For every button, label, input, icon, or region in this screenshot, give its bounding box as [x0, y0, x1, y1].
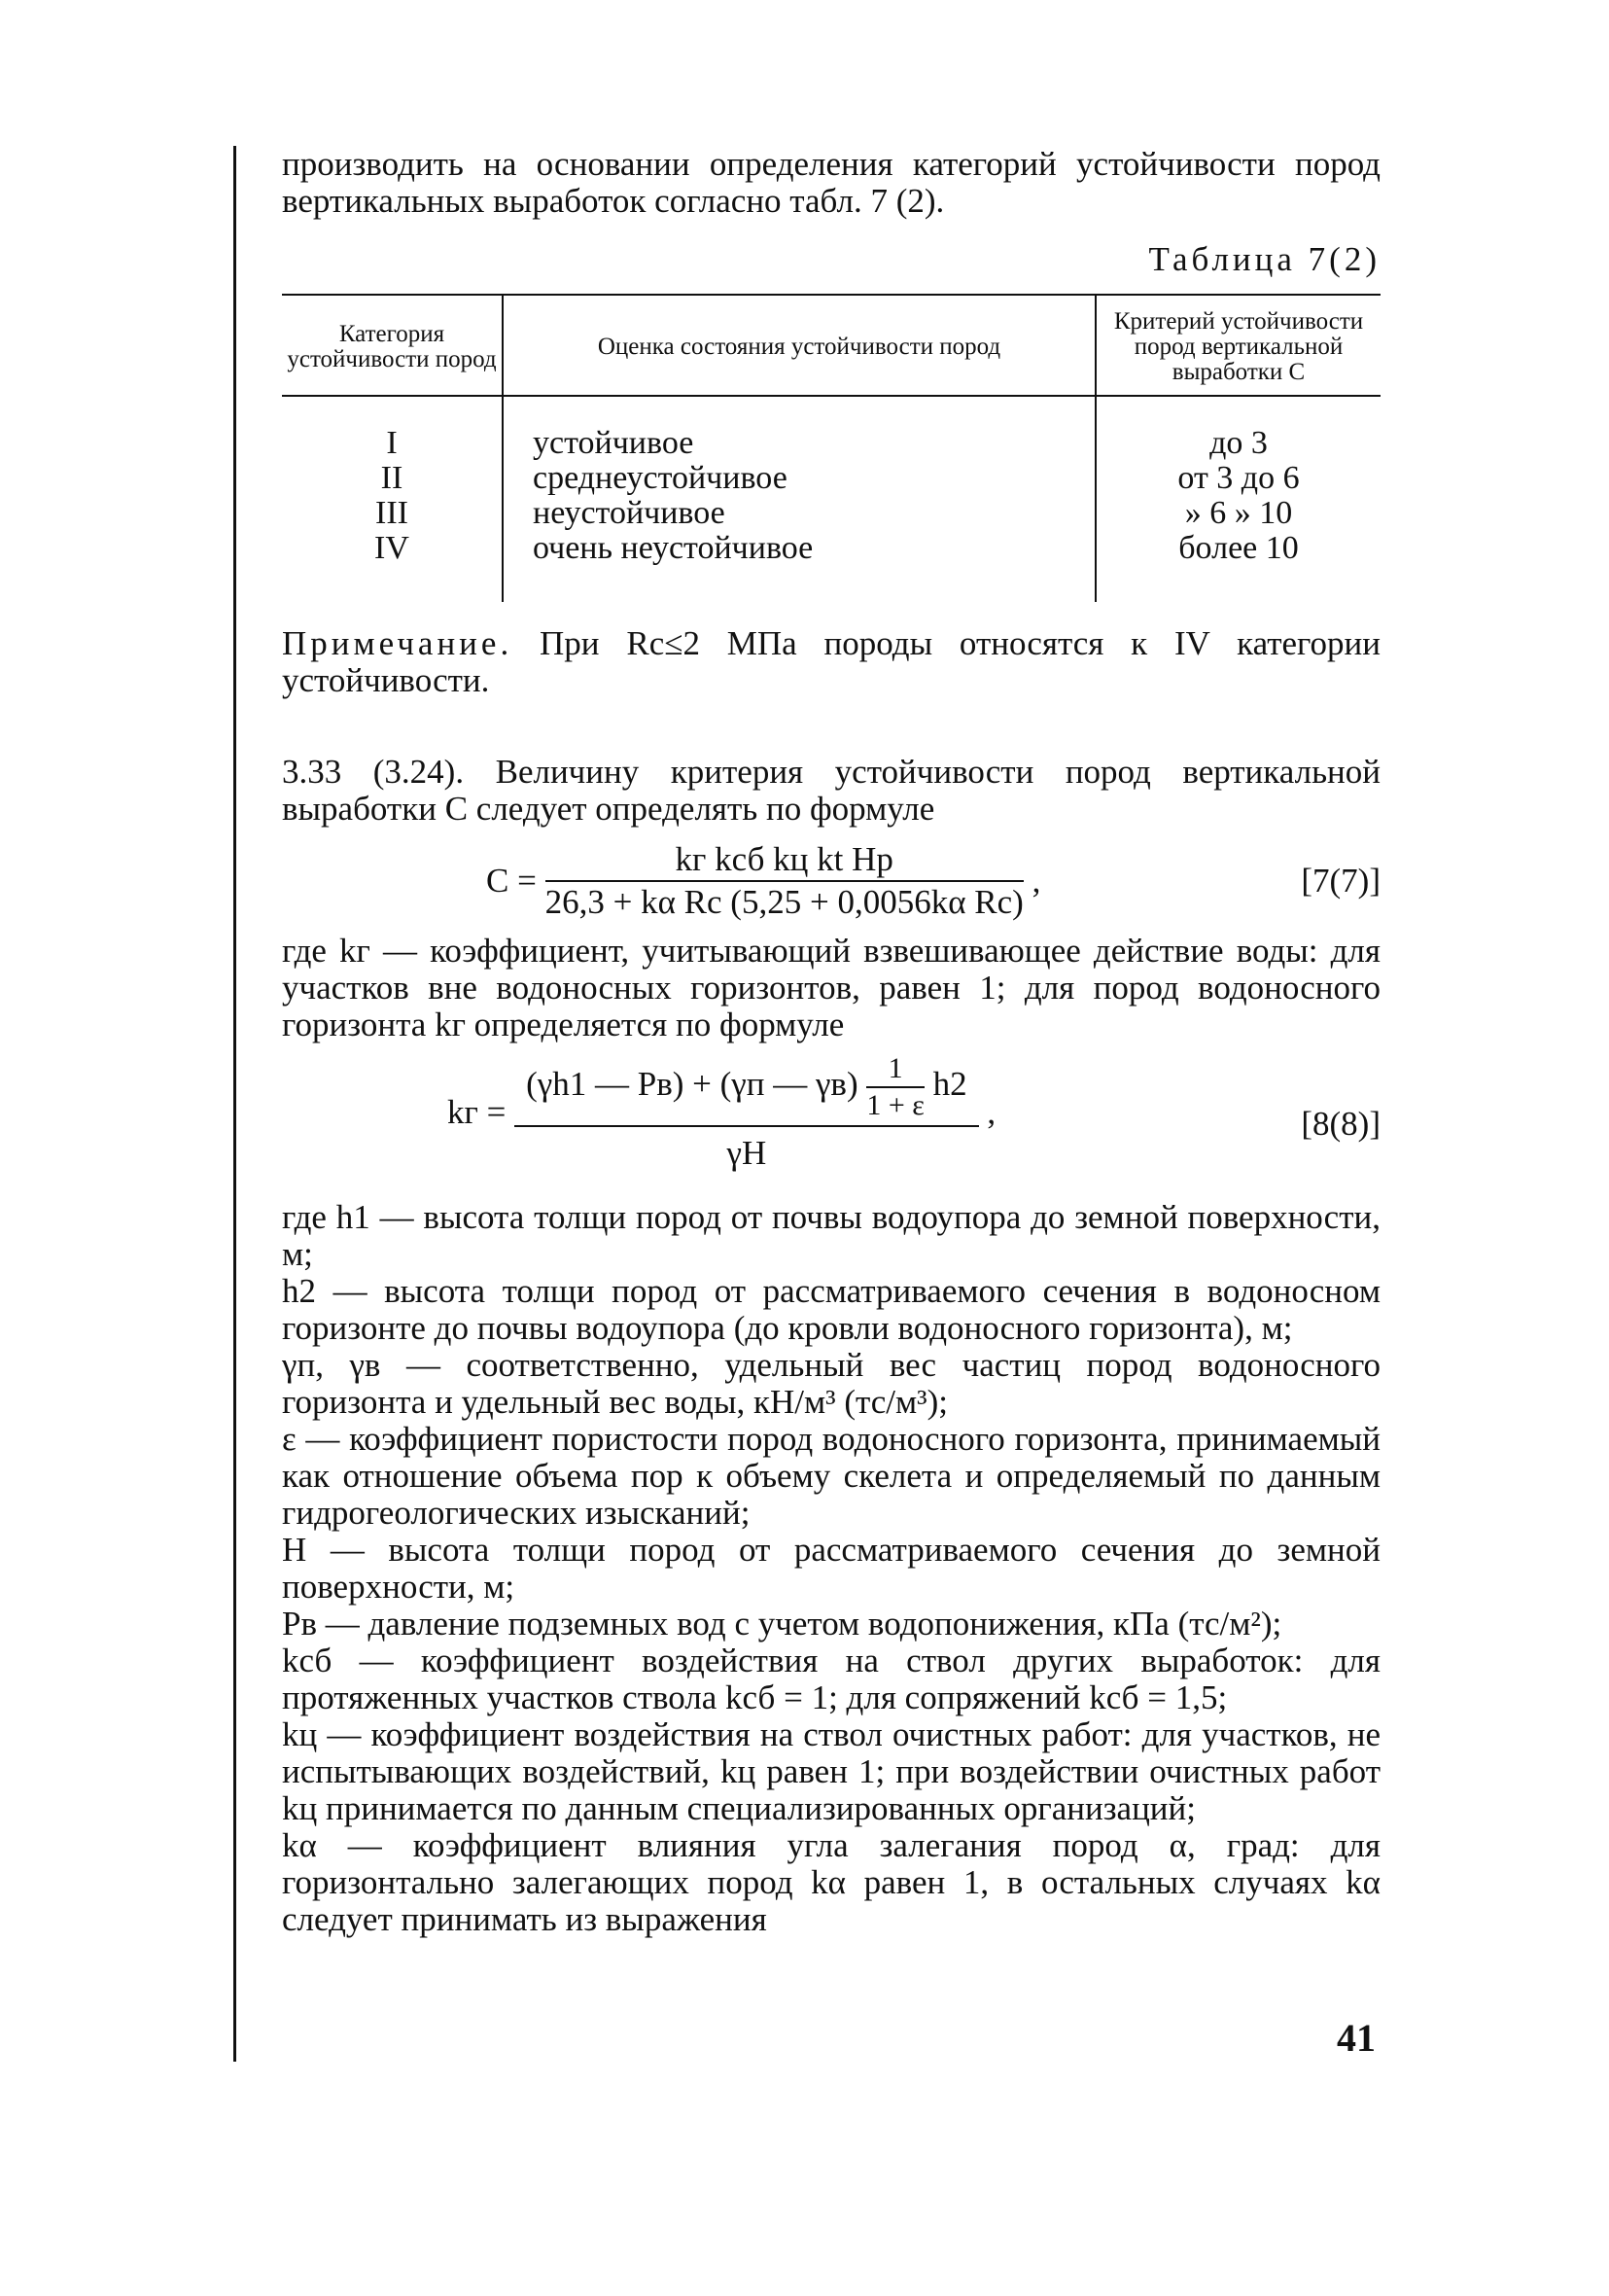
formula-7-lhs: C =	[486, 862, 537, 900]
formula-8-inner-den: 1 + ε	[866, 1089, 925, 1121]
note-text: При Rc≤2 МПа породы относятся к IV категории устойчивости.	[282, 624, 1381, 699]
criterion-i: до 3	[1209, 425, 1268, 461]
header-category: Категория устойчивости пород	[282, 295, 503, 396]
formula-8-num-left: (γh1 — Pв) + (γп — γв)	[526, 1065, 858, 1104]
category-iii: III	[375, 495, 408, 531]
category-iv: IV	[374, 530, 409, 566]
formula-8-numerator	[514, 1053, 979, 1127]
criterion-iii: » 6 » 10	[1184, 495, 1293, 531]
formula-7-number: [7(7)]	[1301, 862, 1381, 900]
definition-gamma: γп, γв — соответственно, удельный вес частиц пород водоносного горизонта и удельный вес воды, кН/м³ (тс/м³);	[282, 1346, 1381, 1421]
kg-definition: где kг — коэффициент, учитывающий взвешивающее действие воды: для участков вне водоносных горизонтов, равен 1; для пород водоносного горизонта kг определяется по формуле	[282, 932, 1381, 1043]
page-content	[282, 146, 1381, 1938]
formula-8-fraction	[514, 1053, 979, 1172]
definition-kc: kц — коэффициент воздействия на ствол очистных работ: для участков, не испытывающих воздействий, kц равен 1; при воздействии очистных работ kц принимается по данным специализированных организаций;	[282, 1715, 1381, 1827]
category-ii: II	[380, 460, 403, 496]
state-i: устойчивое	[533, 425, 694, 461]
definition-epsilon: ε — коэффициент пористости пород водоносного горизонта, принимаемый как отношение объема пор к объему скелета и определяемый по данным гидрогеологических изысканий;	[282, 1420, 1381, 1532]
page-number: 41	[1337, 2016, 1376, 2060]
state-iv: очень неустойчивое	[533, 530, 814, 566]
formula-8-lhs: kг =	[447, 1093, 507, 1131]
criterion-ii: от 3 до 6	[1177, 460, 1300, 496]
definition-kalpha: kα — коэффициент влияния угла залегания пород α, град: для горизонтально залегающих пород kα равен 1, в остальных случаях kα следует принимать из выражения	[282, 1826, 1381, 1938]
formula-8-inner-num: 1	[866, 1053, 925, 1088]
formula-7-numerator: kг kсб kц kt Hр	[545, 841, 1024, 882]
stability-table	[282, 294, 1381, 602]
formula-8-denominator: γH	[726, 1134, 767, 1172]
table-row-body	[282, 396, 1381, 602]
category-i: I	[386, 425, 398, 461]
margin-rule	[233, 146, 236, 2062]
state-iii: неустойчивое	[533, 495, 725, 531]
definition-pv: Pв — давление подземных вод с учетом водопонижения, кПа (тс/м²);	[282, 1605, 1282, 1643]
definitions-list	[282, 1199, 1381, 1938]
formula-8	[282, 1047, 1381, 1193]
section-heading: 3.33 (3.24).	[282, 753, 465, 791]
section-text: Величину критерия устойчивости пород вертикальной выработки С следует определять по формуле	[282, 753, 1381, 828]
definition-h1: где h1 — высота толщи пород от почвы водоупора до земной поверхности, м;	[282, 1198, 1381, 1273]
header-criterion: Критерий устойчивости пород вертикальной выработки С	[1096, 295, 1381, 396]
formula-8-inner-fraction	[866, 1053, 925, 1121]
definition-h: H — высота толщи пород от рассматриваемого сечения до земной поверхности, м;	[282, 1531, 1381, 1606]
formula-7	[282, 833, 1381, 927]
formula-7-tail: ,	[1032, 862, 1041, 900]
definition-h2: h2 — высота толщи пород от рассматриваемого сечения в водоносном горизонте до почвы водоупора (до кровли водоносного горизонта), м;	[282, 1272, 1381, 1347]
section-paragraph	[282, 754, 1381, 828]
formula-7-fraction	[545, 841, 1024, 921]
header-state: Оценка состояния устойчивости пород	[503, 295, 1096, 396]
note-label: Примечание.	[282, 624, 513, 662]
formula-7-denominator: 26,3 + kα Rc (5,25 + 0,0056kα Rc)	[544, 883, 1024, 921]
formula-8-number: [8(8)]	[1301, 1105, 1381, 1143]
intro-paragraph: производить на основании определения категорий устойчивости пород вертикальных выработок согласно табл. 7 (2).	[282, 145, 1381, 220]
state-ii: среднеустойчивое	[533, 460, 787, 496]
criterion-iv: более 10	[1178, 530, 1299, 566]
table-note	[282, 625, 1381, 699]
formula-8-num-right: h2	[932, 1065, 967, 1104]
definition-ksb: kсб — коэффициент воздействия на ствол других выработок: для протяженных участков ствола kсб = 1; для сопряжений kсб = 1,5;	[282, 1642, 1381, 1716]
table-caption: Таблица 7(2)	[1148, 240, 1381, 278]
formula-8-tail: ,	[987, 1093, 997, 1131]
